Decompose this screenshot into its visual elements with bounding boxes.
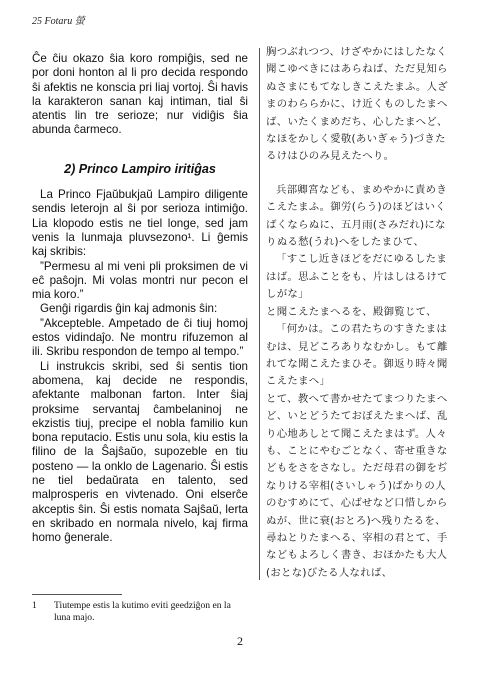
esperanto-column <box>32 52 248 546</box>
paragraph: とて、教へて書かせたてまつりたまへど、いとどうたておぼえたまへば、乱り心地あしとて聞こえたまはず。人々も、ことにやむごとなく、寄せ重きなどもをさをさなし。ただ母君の御をぢなりける宰相(さいしゃう)ばかりの人のむすめにて、心ばせなど口惜しからぬが、世に衰(おとろ)へ残りたるを、尋ねとりたまへる、宰相の君とて、手などもよろしく書き、おほかたも大人(おとな)びたる人なれば、 <box>266 392 448 579</box>
quote-paragraph: ”Permesu al mi veni pli proksimen de vi eĉ paŝojn. Mi volas montri nur pecon el mia koro.” <box>32 259 248 302</box>
quote-paragraph: ”Akcepteble. Ampetado de ĉi tiuj homoj estos vidindaĵo. Ne montru rifuzemon al ili. Skribu respondon de tempo al tempo.” <box>32 316 248 359</box>
section-heading: 2) Princo Lampiro iritiĝas <box>64 161 216 176</box>
footnote-number: 1 <box>32 600 37 611</box>
paragraph: 胸つぶれつつ、けざやかにはしたなく聞こゆべきにはあらねば、ただ見知らぬさまにもてなしきこえたまふ。人ざまのわららかに、け近くものしたまへば、いたくまめだち、心したまへど、なほをかしく愛敬(あいぎゃう)づきたるけはひのみ見えたへり。 <box>266 46 448 163</box>
quote-paragraph: 「何かは。この君たちのすきたまはむは、見どころありなむかし。もて離れてな聞こえたまひそ。御返り時々聞こえたまへ」 <box>266 323 448 388</box>
paragraph: と聞こえたまへるを、殿御覧じて、 <box>266 305 437 318</box>
quote-paragraph: 「すこし近きほどをだにゆるしたまはば。思ふことをも、片はしはるけてしがな」 <box>266 253 448 301</box>
paragraph: 兵部卿宮なども、まめやかに責めきこえたまふ。御労(らう)のほどはいくばくならぬに、五月雨(さみだれ)になりぬる愁(うれ)へをしたまひて、 <box>266 183 448 249</box>
paragraph: Genĝi rigardis ĝin kaj admonis ŝin: <box>40 302 218 316</box>
paragraph: Ĉe ĉiu okazo ŝia koro rompiĝis, sed ne por doni honton al li pro decida respondo ŝi afektis ne konscia pri liaj vortoj. Ŝi havis la karakteron sanan kaj intiman, tial ŝi atentis lin tre serioze; nur vidiĝis ŝia abunda ĉarmeco. <box>32 52 248 137</box>
running-header: 25 Fotaru 螢 <box>32 16 85 27</box>
footnote-text: Tiutempe estis la kutimo eviti geedziĝon en la luna majo. <box>54 600 231 623</box>
footnote <box>32 600 248 624</box>
paragraph: La Princo Fjaŭbukjaŭ Lampiro diligente sendis leterojn al ŝi por serioza intimiĝo. Lia klopodo estis ne tiel longe, sed jam venis la lunmaja pluvsezono¹. Li ĝemis kaj skribis: <box>32 188 248 259</box>
japanese-column <box>266 44 448 582</box>
column-divider <box>259 48 260 580</box>
paragraph: Li instrukcis skribi, sed ŝi sentis tion abomena, kaj decide ne respondis, afektante malbonan farton. Inter ŝiaj proksime servantaj ĉambelaninoj ne ekzistis tiuj, precipe el nobla familio kun bona reputacio. Estis unu sola, kiu estis la filino de la Ŝajŝaŭo, supozeble en tiu posteno — la onklo de Lagenario. Ŝi estis ne tiel bedaŭrata en talento, sed malprosperis en vivtenado. Oni elserĉe akceptis ŝin. Ŝi estis nomata Sajŝaŭ, lerta en skribado en normala nivelo, kaj firma homo ĝenerale. <box>32 359 248 545</box>
page-number: 2 <box>237 634 243 648</box>
footnote-rule <box>32 594 122 595</box>
